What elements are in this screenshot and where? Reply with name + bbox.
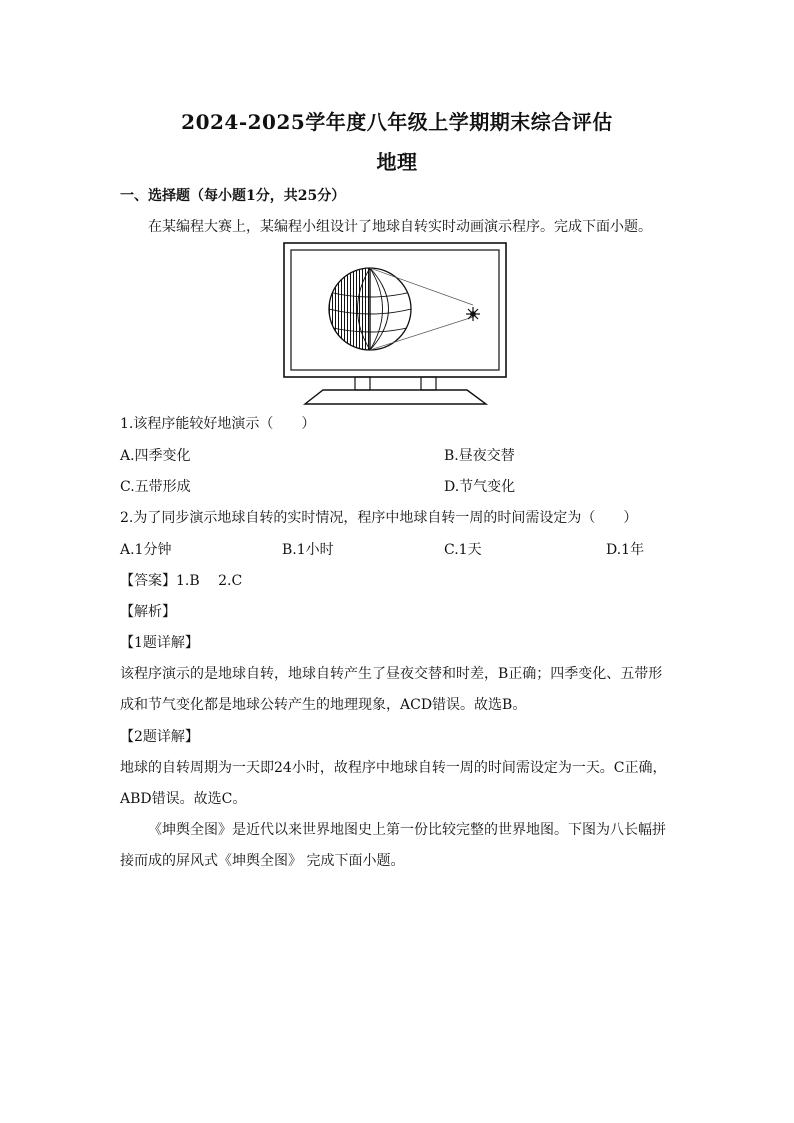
q2-option-c: C.1天 bbox=[444, 542, 482, 558]
question-intro: 在某编程大赛上，某编程小组设计了地球自转实时动画演示程序。完成下面小题。 bbox=[148, 219, 652, 235]
analysis-heading: 【解析】 bbox=[120, 604, 176, 620]
q1-option-d: D.节气变化 bbox=[444, 479, 516, 495]
q2-option-d: D.1年 bbox=[606, 542, 645, 558]
q1-option-a: A.四季变化 bbox=[120, 448, 191, 464]
earth-rotation-monitor-figure bbox=[283, 242, 511, 408]
detail-2-text-line-2: ABD错误。故选C。 bbox=[120, 791, 247, 807]
page-title: 2024-2025学年度八年级上学期期末综合评估 bbox=[181, 110, 613, 134]
q2-option-b: B.1小时 bbox=[282, 542, 334, 558]
subject-title: 地理 bbox=[376, 150, 418, 174]
q1-option-b: B.昼夜交替 bbox=[444, 448, 515, 464]
question-1-stem: 1.该程序能较好地演示（ ） bbox=[120, 416, 316, 432]
monitor-base bbox=[305, 390, 486, 404]
monitor-stand-leg-left bbox=[355, 377, 370, 390]
detail-1-text-line-2: 成和节气变化都是地球公转产生的地理现象，ACD错误。故选B。 bbox=[120, 697, 527, 713]
monitor-stand-leg-right bbox=[421, 377, 436, 390]
monitor-screen bbox=[291, 250, 499, 370]
detail-2-heading: 【2题详解】 bbox=[120, 729, 199, 745]
q1-option-c: C.五带形成 bbox=[120, 479, 191, 495]
q2-option-a: A.1分钟 bbox=[120, 542, 172, 558]
detail-2-text-line-1: 地球的自转周期为一天即24小时，故程序中地球自转一周的时间需设定为一天。C正确， bbox=[120, 760, 667, 776]
detail-1-heading: 【1题详解】 bbox=[120, 635, 199, 651]
question-intro-2-line-2: 接而成的屏风式《坤舆全图》 完成下面小题。 bbox=[120, 853, 405, 869]
sun-icon bbox=[466, 307, 480, 321]
detail-1-text-line-1: 该程序演示的是地球自转，地球自转产生了昼夜交替和时差，B正确；四季变化、五带形 bbox=[120, 666, 663, 682]
question-intro-2-line-1: 《坤舆全图》是近代以来世界地图史上第一份比较完整的世界地图。下图为八长幅拼 bbox=[148, 822, 666, 838]
question-2-stem: 2.为了同步演示地球自转的实时情况，程序中地球自转一周的时间需设定为（ ） bbox=[120, 510, 638, 526]
section-heading: 一、选择题（每小题1分，共25分） bbox=[120, 188, 346, 204]
answer-line: 【答案】1.B 2.C bbox=[120, 573, 243, 589]
